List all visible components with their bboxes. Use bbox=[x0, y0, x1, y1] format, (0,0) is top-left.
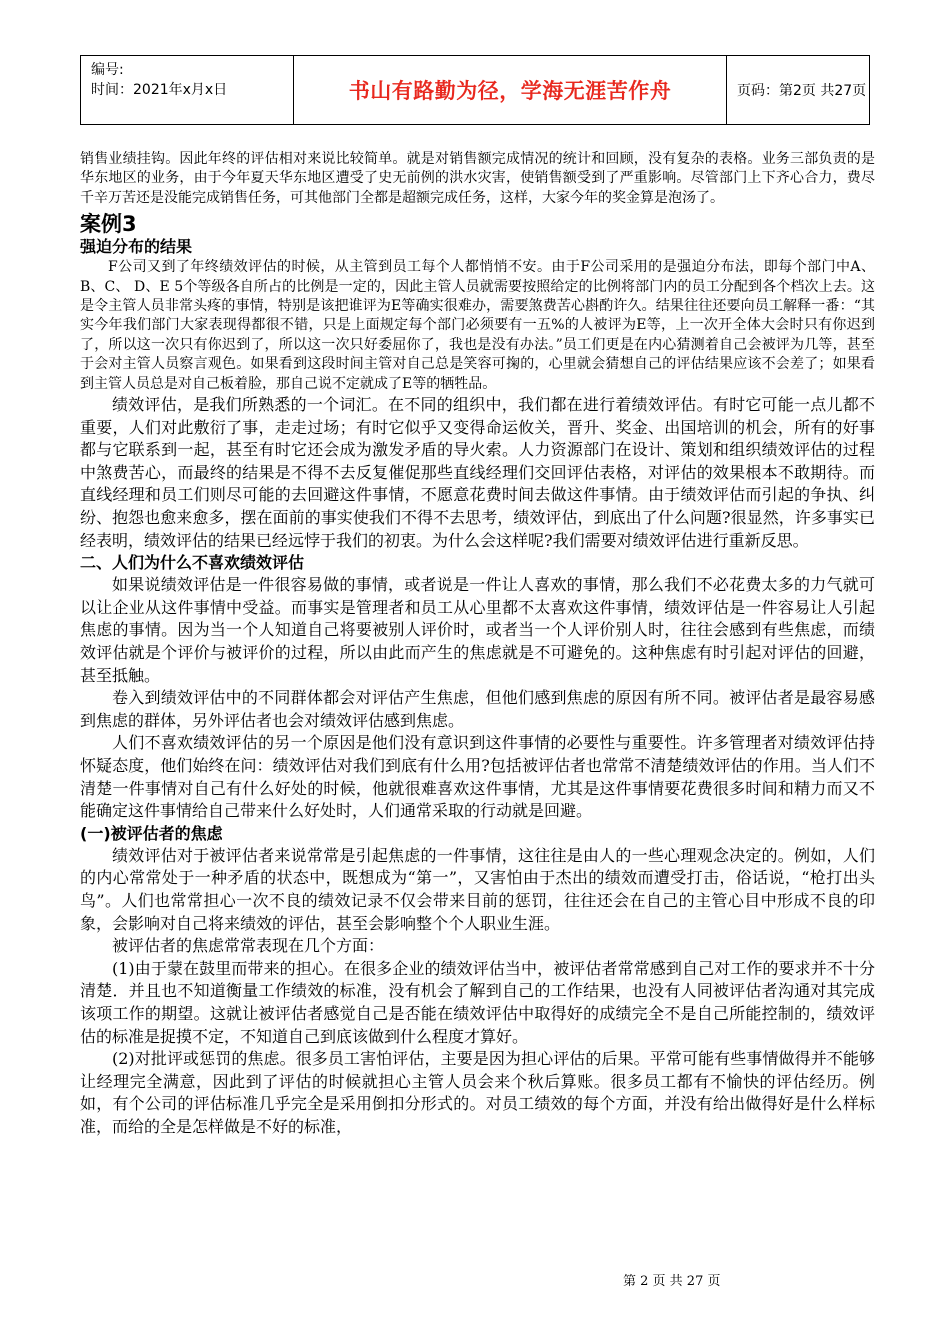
subsection-one-title: (一)被评估者的焦虑 bbox=[80, 823, 223, 843]
why-paragraph-1: 如果说绩效评估是一件很容易做的事情，或者说是一件让人喜欢的事情，那么我们不必花费太多的力气就可以让企业从这件事情中受益。而事实是管理者和员工从心里都不太喜欢这件事情，绩效评估是一件容易让人引起焦虑的事情。因为当一个人知道自己将要被别人评价时，或者当一个人评价别人时，往往会感到有些焦虑，而绩效评估就是个评价与被评价的过程，所以由此而产生的焦虑就是不可避免的。这种焦虑有时引起对评估的回避，甚至抵触。 bbox=[80, 575, 875, 685]
header-motto: 书山有路勤为径，学海无涯苦作舟 bbox=[294, 56, 727, 124]
header-page-label: 页码：第2页 共27页 bbox=[737, 83, 867, 99]
intro-paragraph: 销售业绩挂钩。因此年终的评估相对来说比较简单。就是对销售额完成情况的统计和回顾，没有复杂的表格。业务三部负责的是华东地区的业务，由于今年夏天华东地区遭受了史无前例的洪水灾害，使销售额受到了严重影响。尽管部门上下齐心合力，费尽千辛万苦还是没能完成销售任务，可其他部门全都是超额完成任务，这样，大家今年的奖金算是泡汤了。 bbox=[80, 151, 875, 206]
why-paragraph-3: 人们不喜欢绩效评估的另一个原因是他们没有意识到这件事情的必要性与重要性。许多管理者对绩效评估持怀疑态度，他们始终在问：绩效评估对我们到底有什么用?包括被评估者也常常不清楚绩效评估的作用。当人们不清楚一件事情对自己有什么好处的时候，他就很难喜欢这件事情，尤其是这件事情要花费很多时间和精力而又不能确定这件事情给自己带来什么好处时，人们通常采取的行动就是回避。 bbox=[80, 733, 875, 821]
header-meta bbox=[81, 56, 294, 124]
evaluation-paragraph: 绩效评估，是我们所熟悉的一个词汇。在不同的组织中，我们都在进行着绩效评估。有时它可能一点儿都不重要，人们对此敷衍了事，走走过场；有时它似乎又变得命运攸关，晋升、奖金、出国培训的机会，所有的好事都与它联系到一起，甚至有时它还会成为激发矛盾的导火索。人力资源部门在设计、策划和组织绩效评估的过程中煞费苦心，而最终的结果是不得不去反复催促那些直线经理们交回评估表格，对评估的效果根本不敢期待。而直线经理和员工们则尽可能的去回避这件事情，不愿意花费时间去做这件事情。由于绩效评估而引起的争执、纠纷、抱怨也愈来愈多，摆在面前的事实使我们不得不去思考，绩效评估，到底出了什么问题?很显然，许多事实已经表明，绩效评估的结果已经远悖于我们的初衷。为什么会这样呢?我们需要对绩效评估进行重新反思。 bbox=[80, 395, 875, 550]
anxiety-paragraph-4: (2)对批评或惩罚的焦虑。很多员工害怕评估，主要是因为担心评估的后果。平常可能有些事情做得并不能够让经理完全满意，因此到了评估的时候就担心主管人员会来个秋后算账。很多员工都有不愉快的评估经历。例如，有个公司的评估标准几乎完全是采用倒扣分形式的。对员工绩效的每个方面，并没有给出做得好是什么样标准，而给的全是怎样做是不好的标准， bbox=[80, 1049, 875, 1136]
number-label: 编号: bbox=[91, 62, 124, 78]
case-paragraph: F公司又到了年终绩效评估的时候，从主管到员工每个人都悄悄不安。由于F公司采用的是强迫分布法，即每个部门中A、B、C、 D、E 5个等级各自所占的比例是一定的，因此主管人员就需要按照给定的比例将部门内的员工分配到各个档次上去。这是令主管人员非常头疼的事情，特别是该把谁评为E等确实很难办，需要煞费苦心斟酌许久。结果往往还要向员工解释一番：“其实今年我们部门大家表现得都很不错，只是上面规定每个部门必须要有一五%的人被评为E等，上一次开全体大会时只有你迟到了，所以这一次只有你迟到了，所以这一次只好委屈你了，我也是没有办法。”员工们更是在内心猜测着自己会被评为几等，甚至于会对主管人员察言观色。如果看到这段时间主管对自己总是笑容可掬的，心里就会猜想自己的评估结果应该不会差了；如果看到主管人员总是对自己板着脸，那自己说不定就成了E等的牺牲品。 bbox=[80, 259, 875, 392]
page-header bbox=[80, 55, 870, 125]
section-two-title: 二、人们为什么不喜欢绩效评估 bbox=[80, 553, 305, 573]
anxiety-paragraph-3: (1)由于蒙在鼓里而带来的担心。在很多企业的绩效评估当中，被评估者常常感到自己对工作的要求并不十分清楚．并且也不知道衡量工作绩效的标准，没有机会了解到自己的工作结果，也没有人同被评估者沟通对其完成该项工作的期望。这就让被评估者感觉自己是否能在绩效评估中取得好的成绩完全不是自己所能控制的，绩效评估的标准是捉摸不定，不知道自己到底该做到什么程度才算好。 bbox=[80, 958, 875, 1046]
why-paragraph-2: 卷入到绩效评估中的不同群体都会对评估产生焦虑，但他们感到焦虑的原因有所不同。被评估者是最容易感到焦虑的群体，另外评估者也会对绩效评估感到焦虑。 bbox=[80, 688, 875, 730]
document-body bbox=[80, 150, 875, 1138]
page-footer: 第 2 页 共 27 页 bbox=[623, 1274, 721, 1289]
anxiety-paragraph-1: 绩效评估对于被评估者来说常常是引起焦虑的一件事情，这往往是由人的一些心理观念决定的。例如，人们的内心常常处于一种矛盾的状态中，既想成为“第一”，又害怕由于杰出的绩效而遭受打击，俗话说，“枪打出头鸟”。人们也常常担心一次不良的绩效记录不仅会带来目前的惩罚，往往还会在自己的主管心目中形成不良的印象，会影响对自己将来绩效的评估，甚至会影响整个个人职业生涯。 bbox=[80, 845, 875, 933]
case-subtitle: 强迫分布的结果 bbox=[80, 237, 193, 257]
anxiety-paragraph-2: 被评估者的焦虑常常表现在几个方面： bbox=[112, 936, 385, 956]
case-title: 案例3 bbox=[80, 212, 137, 237]
time-label: 时间：2021年x月x日 bbox=[91, 82, 228, 98]
